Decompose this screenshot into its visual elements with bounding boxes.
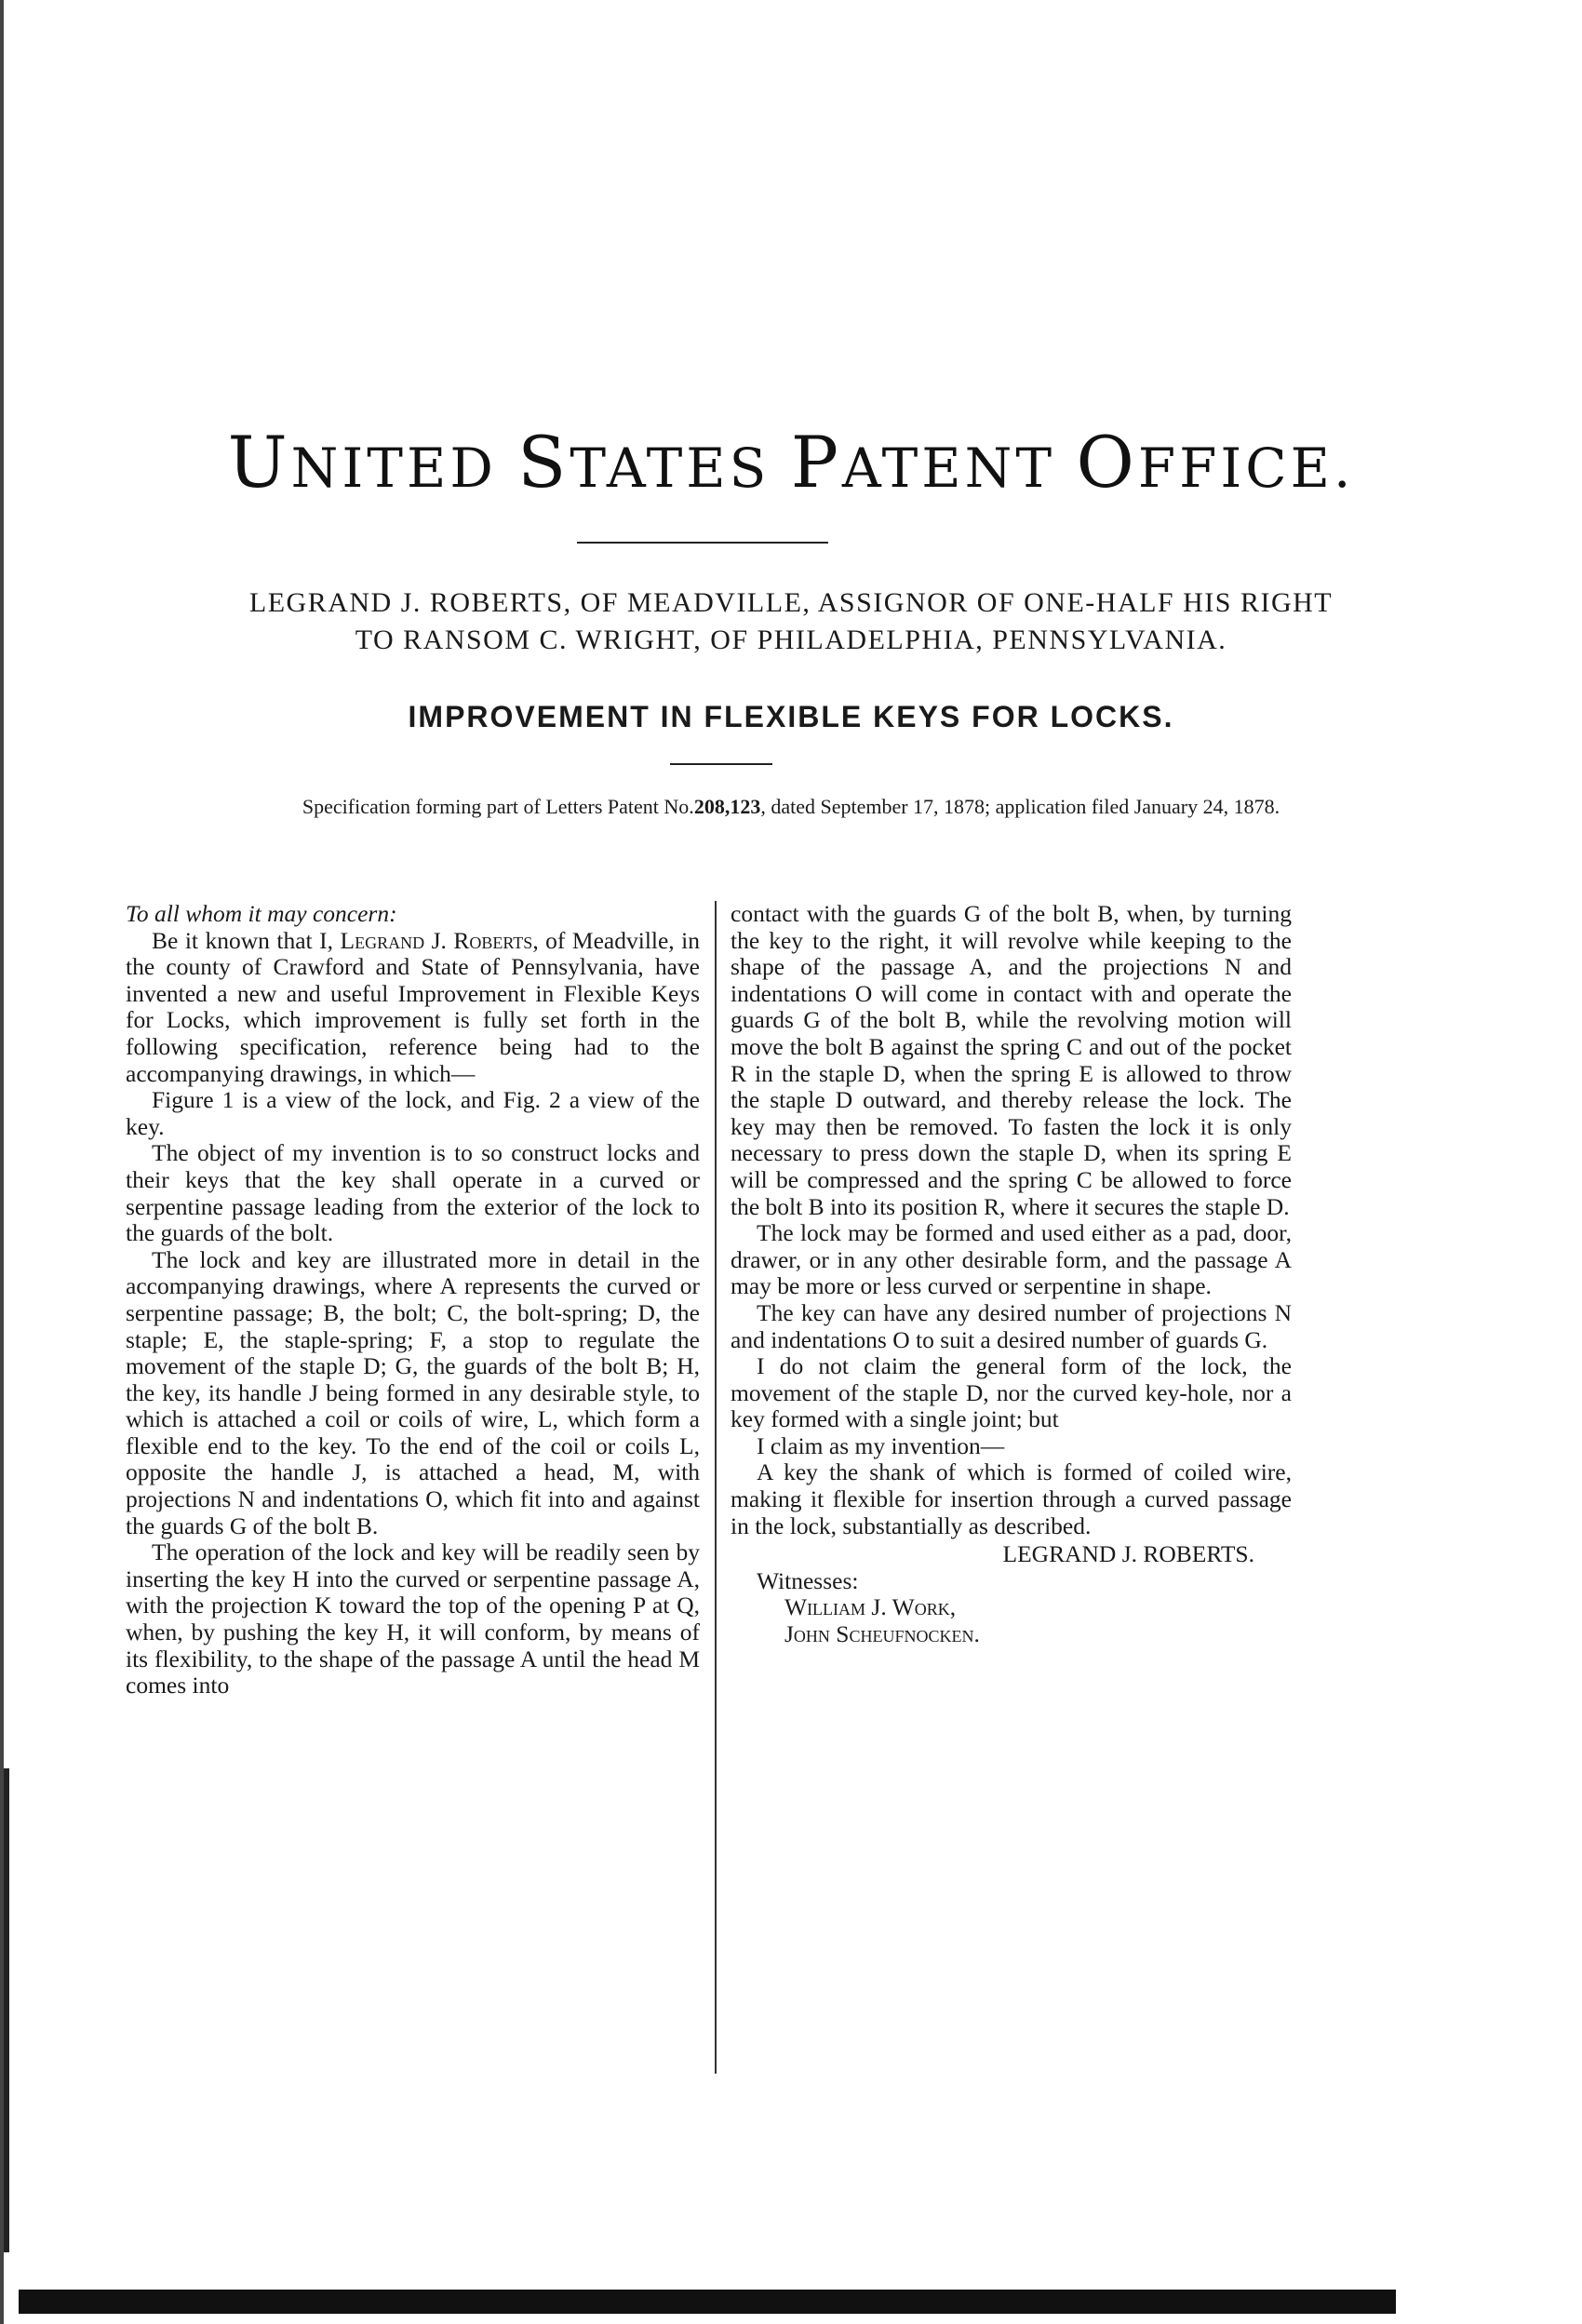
- title-rule: [577, 542, 828, 544]
- signature: LEGRAND J. ROBERTS.: [1002, 1540, 1254, 1568]
- inventor-name: Legrand J. Roberts: [340, 926, 533, 954]
- paragraph-disclaimer: I do not claim the general form of the lock, the movement of the staple D, nor the curved key-hole, nor a key formed with a single joint; but: [731, 1352, 1292, 1433]
- paragraph-illustration: The lock and key are illustrated more in detail in the accompanying drawings, where A represents the curved or serpentine passage; B, the bolt; C, the bolt-spring; D, the staple; E, the staple-spring; F, a stop to regulate the movement of the staple D; G, the guards of the bolt B; H, the key, its handle J being formed in any desirable style, to which is attached a coil or coils of wire, L, which form a flexible end to the key. To the end of the coil or coils L, opposite the handle J, is attached a head, M, with projections N and indentations O, which fit into and against the guards G of the bolt B.: [126, 1245, 700, 1539]
- parties-line-1: LEGRAND J. ROBERTS, OF MEADVILLE, ASSIGNOR OF ONE-HALF HIS RIGHT: [248, 587, 1334, 618]
- paragraph-object: The object of my invention is to so construct locks and their keys that the key shall operate in a curved or serpentine passage leading from the exterior of the lock to the guards of the bolt.: [126, 1139, 700, 1247]
- paragraph-figures: Figure 1 is a view of the lock, and Fig. 2 a view of the key.: [126, 1086, 700, 1140]
- paragraph-forms: The lock may be formed and used either as a pad, door, drawer, or in any other desirable form, and the passage A may be more or less curved or serpentine in shape.: [731, 1219, 1292, 1300]
- paragraph-operation-cont: contact with the guards G of the bolt B, when, by turning the key to the right, it will revolve while keeping to the shape of the passage A, and the projections N and indentations O will come in contact with and operate the guards G of the bolt B, while the revolving motion will move the bolt B against the spring C and out of the pocket R in the staple D, when the spring E is allowed to throw the staple D outward, and thereby release the lock. The key may then be removed. To fasten the lock it is only necessary to press down the staple D, when its spring E will be compressed and the spring C be allowed to force the bolt B into its position R, where it secures the staple D.: [731, 900, 1292, 1220]
- patent-number: 208,123: [693, 795, 761, 818]
- parties: [93, 584, 1489, 659]
- specification-line: [168, 793, 1414, 821]
- left-column: [126, 901, 700, 1699]
- paragraph-projections: The key can have any desired number of projections N and indentations O to suit a desired number of guards G.: [731, 1298, 1292, 1353]
- spec-suffix: , dated September 17, 1878; application filed January 24, 1878.: [760, 795, 1280, 818]
- salutation: To all whom it may concern:: [126, 900, 397, 927]
- known-body: , of Meadville, in the county of Crawford and State of Pennsylvania, have invented a new and useful Improvement in Flexible Keys for Locks, which improvement is fully set forth in the following specification, reference being had to the accompanying drawings, in which—: [126, 926, 701, 1087]
- right-column: [731, 901, 1292, 1648]
- witness-1: William J. Work,: [784, 1593, 957, 1621]
- office-title: UNITED STATES PATENT OFFICE.: [227, 421, 1355, 504]
- column-divider: [715, 901, 717, 2074]
- scan-edge-shadow: [4, 1768, 9, 2252]
- paragraph-claim: A key the shank of which is formed of coiled wire, making it flexible for insertion through a curved passage in the lock, substantially as described.: [731, 1458, 1292, 1539]
- spec-prefix: Specification forming part of Letters Patent No.: [302, 795, 694, 818]
- paragraph-known: [126, 928, 700, 1088]
- witness-2: John Scheufnocken.: [784, 1620, 980, 1648]
- invention-rule: [670, 763, 772, 765]
- known-intro: Be it known that I,: [152, 926, 341, 954]
- paragraph-claim-intro: I claim as my invention—: [757, 1431, 1005, 1459]
- witnesses-label: Witnesses:: [757, 1566, 859, 1594]
- invention-title: IMPROVEMENT IN FLEXIBLE KEYS FOR LOCKS.: [408, 700, 1174, 733]
- parties-line-2: TO RANSOM C. WRIGHT, OF PHILADELPHIA, PENNSYLVANIA.: [355, 625, 1227, 655]
- scan-bottom-bar: [19, 2290, 1396, 2314]
- paragraph-operation: The operation of the lock and key will be readily seen by inserting the key H into the curved or serpentine passage A, with the projection K toward the top of the opening P at Q, when, by pushing the key H, it will conform, by means of its flexibility, to the shape of the passage A until the head M comes into: [126, 1538, 700, 1699]
